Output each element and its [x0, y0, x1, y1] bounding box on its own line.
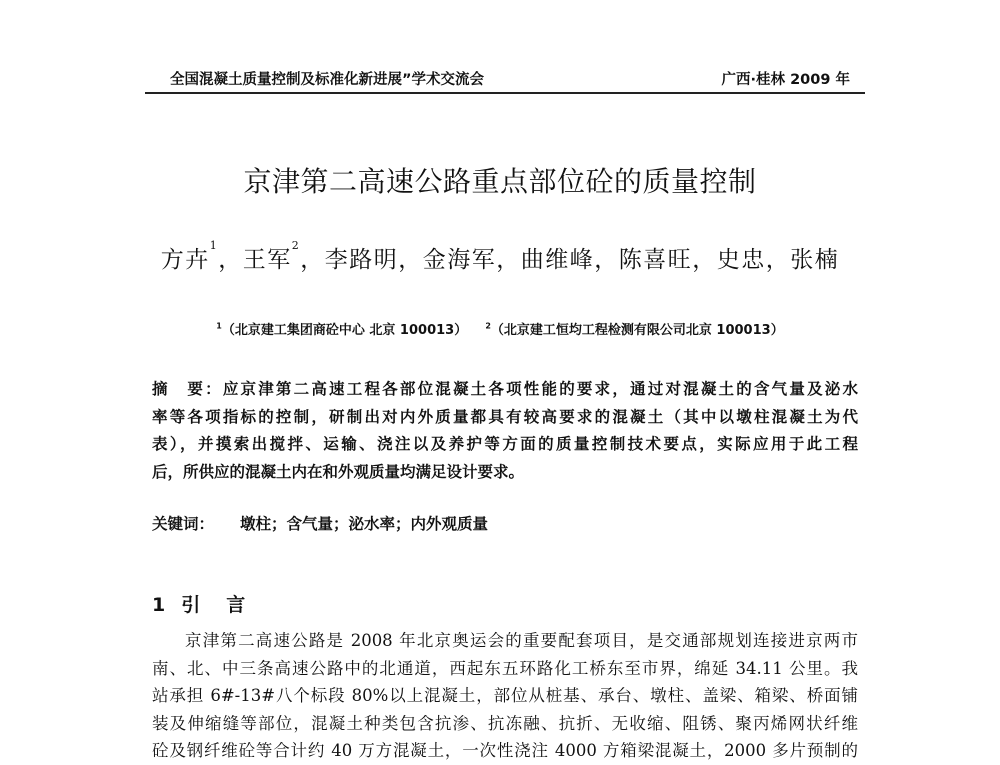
- header-rule: [145, 92, 865, 94]
- location-date: 广西·桂林 2009 年: [721, 72, 850, 88]
- abstract-line: 表），并摸索出搅拌、运输、浇注以及养护等方面的质量控制技术要点，实际应用于此工程: [152, 435, 858, 453]
- section-heading: [152, 590, 271, 617]
- paper-title: 京津第二高速公路重点部位砼的质量控制: [243, 165, 757, 198]
- affiliations: [0, 319, 1000, 338]
- abstract-line: 摘 要：应京津第二高速工程各部位混凝土各项性能的要求，通过对混凝土的含气量及泌水: [152, 380, 858, 398]
- conference-name: 全国混凝土质量控制及标准化新进展”学术交流会: [170, 72, 485, 88]
- abstract-line: 率等各项指标的控制，研制出对内外质量都具有较高要求的混凝土（其中以墩柱混凝土为代: [152, 407, 858, 426]
- affiliation: $^1$（北京建工集团商砼中心 北京 100013）: [216, 321, 468, 338]
- running-header: [150, 68, 864, 90]
- keywords-value: 墩柱；含气量；泌水率；内外观质量: [240, 515, 489, 533]
- abstract-line: 后，所供应的混凝土内在和外观质量均满足设计要求。: [152, 462, 525, 481]
- body-line: 京津第二高速公路是 2008 年北京奥运会的重要配套项目，是交通部规划连接进京两市: [185, 631, 858, 650]
- body-paragraph: [152, 627, 858, 765]
- body-line: 站承担 6#-13#八个标段 80%以上混凝土，部位从桩基、承台、墩柱、盖梁、箱梁、桥面铺: [152, 686, 858, 705]
- section-number: 1: [152, 594, 166, 616]
- keywords-label: 关键词：: [152, 515, 215, 533]
- author-list: [0, 241, 1000, 274]
- body-line: 砼及钢纤维砼等合计约 40 万方混凝土，一次性浇注 4000 方箱梁混凝土，2000 多片预制的: [152, 741, 858, 760]
- section-title: 引言: [181, 594, 272, 616]
- author: 张楠: [790, 247, 840, 273]
- abstract: [152, 376, 858, 486]
- author: 王军$^2$，: [242, 239, 325, 273]
- affiliation: $^2$（北京建工恒均工程检测有限公司北京 100013）: [485, 321, 784, 338]
- keywords: [152, 512, 488, 534]
- author: 陈喜旺，: [618, 247, 717, 273]
- author: 方卉$^1$，: [160, 239, 243, 273]
- author: 曲维峰，: [520, 247, 619, 273]
- author: 史忠，: [716, 247, 791, 273]
- body-line: 装及伸缩缝等部位，混凝土种类包含抗渗、抗冻融、抗折、无收缩、阻锈、聚丙烯网状纤维: [152, 713, 858, 733]
- body-line: 南、北、中三条高速公路中的北通道，西起东五环路化工桥东至市界，绵延 34.11 公里。我: [152, 658, 858, 678]
- author: 金海军，: [422, 247, 521, 273]
- author: 李路明，: [324, 247, 423, 273]
